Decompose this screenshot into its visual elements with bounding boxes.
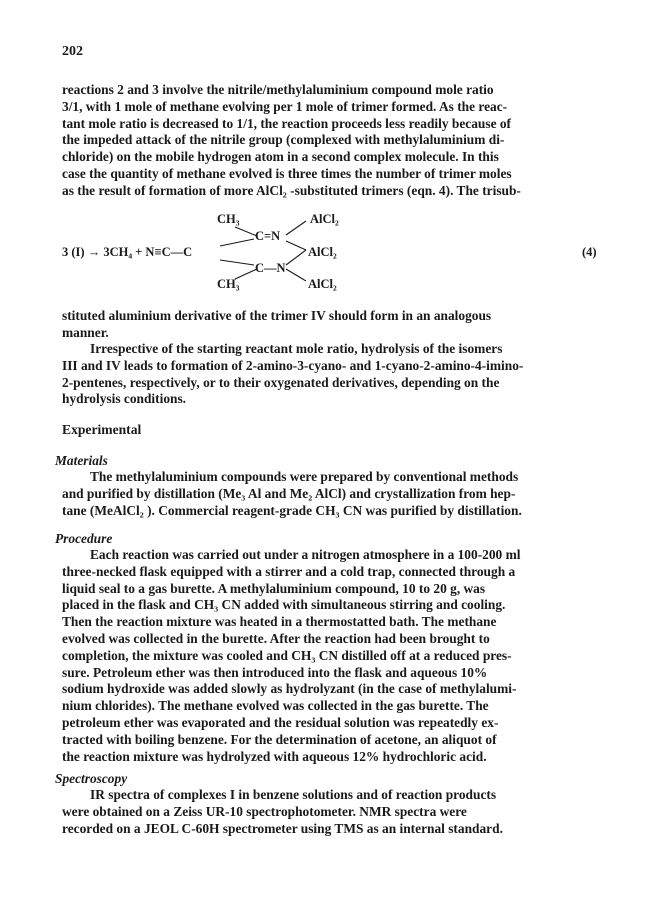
text-line: hydrolysis conditions. [62,391,187,407]
subsection-heading-procedure: Procedure [55,531,113,546]
paragraph-nitrile-ratio [62,82,622,200]
text-line: The methylaluminium compounds were prepared by conventional methods [90,469,519,484]
text-line: Irrespective of the starting reactant mole ratio, hydrolysis of the isomers [90,341,503,356]
text-line: sodium hydroxide was added slowly as hydrolyzant (in the case of methylalumi- [62,681,517,697]
text-line: were obtained on a Zeiss UR-10 spectrophotometer. NMR spectra were [62,803,467,819]
text-line: three-necked flask equipped with a stirrer and a cold trap, connected through a [62,563,516,579]
text-line: Then the reaction mixture was heated in a thermostatted bath. The methane [62,614,497,630]
equation-number: (4) [582,245,597,259]
text-line: manner. [62,324,109,340]
text-line: sure. Petroleum ether was then introduced into the flask and aqueous 10% [62,664,488,680]
text-line: recorded on a JEOL C-60H spectrometer using TMS as an internal standard. [62,820,503,836]
text-line: stituted aluminium derivative of the trimer IV should form in an analogous [62,308,492,323]
subsection-heading-spectroscopy: Spectroscopy [55,771,128,786]
equation-left-side: 3 (I) → 3CH₄ + N≡C—C [62,245,193,259]
text-line: evolved was collected in the burette. After the reaction had been brought to [62,630,490,646]
text-line: tant mole ratio is decreased to 1/1, the reaction proceeds less readily because of [62,115,512,131]
text-line: chloride) on the mobile hydrogen atom in a second complex molecule. In this [62,149,499,165]
methyl-top-label: CH₃ [217,212,240,226]
paragraph-trisubstituted [62,308,622,342]
paragraph-procedure [62,547,622,765]
methyl-bottom-label: CH₃ [217,277,240,291]
section-heading-experimental: Experimental [62,422,142,437]
text-line: 2-pentenes, respectively, or to their oxygenated derivatives, depending on the [62,374,500,390]
text-line: petroleum ether was evaporated and the residual solution was repeatedly ex- [62,714,499,730]
page-number: 202 [62,44,83,59]
chemical-equation-4 [0,205,672,297]
text-line: IR spectra of complexes I in benzene solutions and of reaction products [90,787,497,802]
text-line: tracted with boiling benzene. For the determination of acetone, an aliquot of [62,731,497,747]
text-line: 3/1, with 1 mole of methane evolving per 1 mole of trimer formed. As the reac- [62,98,508,114]
text-line: placed in the flask and CH₃ CN added with simultaneous stirring and cooling. [62,597,506,613]
text-line: as the result of formation of more AlCl₂ -substituted trimers (eqn. 4). The trisub- [62,182,521,198]
text-line: and purified by distillation (Me₃ Al and Me₂ AlCl) and crystallization from hep- [62,485,516,501]
text-line: liquid seal to a gas burette. A methylaluminium compound, 10 to 20 g, was [62,580,486,596]
paragraph-spectroscopy [62,787,622,837]
text-line: completion, the mixture was cooled and CH₃ CN distilled off at a reduced pres- [62,647,512,663]
subsection-heading-materials: Materials [55,453,108,468]
alcl2-bottom-label: AlCl₂ [308,277,337,291]
alcl2-top-label: AlCl₂ [310,212,339,226]
cn-upper-label: C=N [255,229,281,243]
cn-lower-label: C—N [255,261,286,275]
text-line: III and IV leads to formation of 2-amino-3-cyano- and 1-cyano-2-amino-4-imino- [62,357,524,373]
text-line: reactions 2 and 3 involve the nitrile/methylaluminium compound mole ratio [62,82,494,97]
paragraph-materials [62,469,622,519]
text-line: the reaction mixture was hydrolyzed with aqueous 12% hydrochloric acid. [62,748,487,764]
text-line: tane (MeAlCl₂ ). Commercial reagent-grade CH₃ CN was purified by distillation. [62,502,522,518]
text-line: case the quantity of methane evolved is three times the number of trimer moles [62,165,512,181]
text-line: Each reaction was carried out under a nitrogen atmosphere in a 100-200 ml [90,547,521,562]
text-line: nium chlorides). The methane evolved was collected in the gas burette. The [62,698,489,714]
paragraph-hydrolysis [62,341,622,408]
text-line: the impeded attack of the nitrile group (complexed with methylaluminium di- [62,132,505,148]
alcl2-middle-label: AlCl₂ [308,245,337,259]
